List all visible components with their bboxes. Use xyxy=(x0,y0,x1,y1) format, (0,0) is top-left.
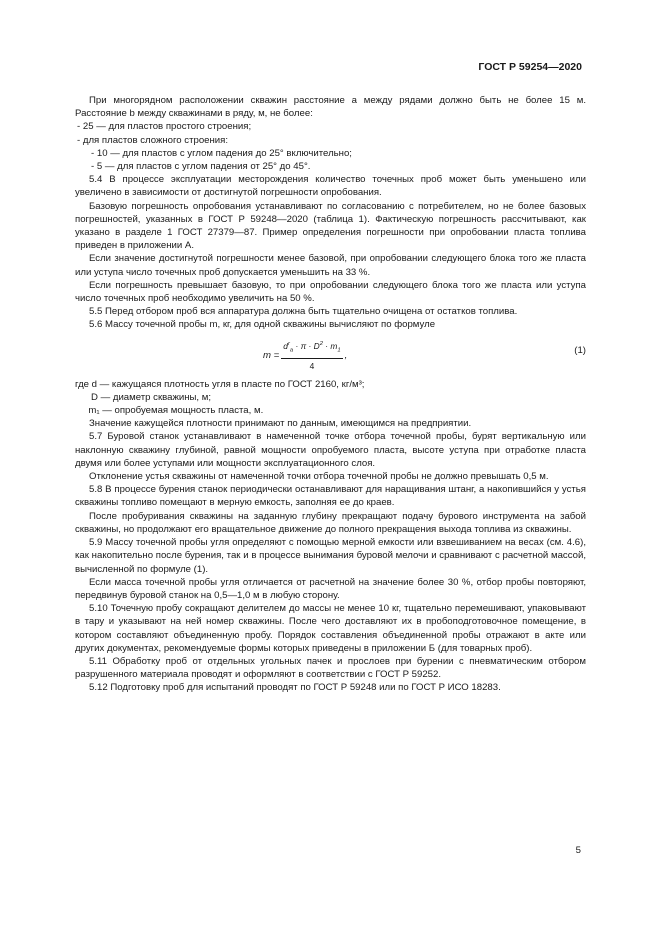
paragraph: Значение кажущейся плотности принимают по данным, имеющимся на предприятии. xyxy=(89,418,472,430)
paragraph: - 25 — для пластов простого строения; xyxy=(77,121,252,133)
paragraph: Если погрешность превышает базовую, то при опробовании следующего блока того же пласта или уступа число точечных проб необходимо увеличить на 50 %. xyxy=(75,279,586,305)
formula-expression xyxy=(263,338,347,374)
paragraph: Базовую погрешность опробования устанавливают по согласованию с потребителем, но не более базовых погрешностей, указанных в ГОСТ Р 59248—2020 (таблица 1). Фактическую погрешность рассчитывают, как указано в разделе 1 ГОСТ 27379—87. Пример определения погрешности при опробовании пласта топлива приведен в приложении А. xyxy=(75,200,586,252)
formula-fraction xyxy=(281,338,342,374)
definition-line: m₁ — опробуемая мощность пласта, м. xyxy=(75,405,264,417)
paragraph: 5.8 В процессе бурения станок периодически останавливают для наращивания штанг, а накопившийся у устья скважины топливо помещают в мерную емкость, заполняя ее до краев. xyxy=(75,484,586,509)
paragraph: - для пластов сложного строения: xyxy=(77,134,229,146)
formula-tail: , xyxy=(344,349,348,361)
paragraph: 5.9 Массу точечной пробы угля определяют с помощью мерной емкости или взвешиванием на весах (см. 4.6), как накопительно после бурения, так и в процессе вынимания буровой мелочи и сравнивают с расчетной массой, вычисленной по формуле (1). xyxy=(75,537,586,575)
formula-lhs: m = xyxy=(263,349,280,361)
paragraph: Отклонение устья скважины от намеченной точки отбора точечной пробы не должно превышать 0,5 м. xyxy=(89,471,549,483)
paragraph: 5.12 Подготовку проб для испытаний проводят по ГОСТ Р 59248 или по ГОСТ Р ИСО 18283. xyxy=(89,682,501,694)
paragraph: При многорядном расположении скважин расстояние a между рядами должно быть не более 15 м. Расстояние b между скважинами в ряду, м, не более: xyxy=(75,95,586,120)
formula-definitions xyxy=(75,378,586,418)
paragraph: Если значение достигнутой погрешности менее базовой, при опробовании следующего блока того же пласта или уступа число точечных проб допускается уменьшить на 33 %. xyxy=(75,253,586,278)
paragraphs-before-formula xyxy=(75,94,586,332)
definition-line: где d — кажущаяся плотность угля в пласте по ГОСТ 2160, кг/м³; xyxy=(75,378,365,390)
definition-line: D — диаметр скважины, м; xyxy=(75,391,212,403)
paragraph: - 10 — для пластов с углом падения до 25° включительно; xyxy=(91,147,352,159)
formula-numerator: $d^r_a \cdot \pi \cdot D^2 \cdot m_1$ xyxy=(281,338,342,360)
formula-1 xyxy=(75,338,586,372)
paragraph: 5.6 Массу точечной пробы m, кг, для одной скважины вычисляют по формуле xyxy=(89,319,436,331)
paragraph: 5.7 Буровой станок устанавливают в намеченной точке отбора точечной пробы, бурят вертикальную или наклонную скважину глубиной, равной мощности опробуемого пласта, высоте уступа при отработке пласта двумя или более уступами или мощности эксплуатационного слоя. xyxy=(75,431,586,469)
paragraph: 5.11 Обработку проб от отдельных угольных пачек и прослоев при бурении с пневматическим отбором разрушенного материала проводят и оформляют в соответствии с ГОСТ Р 59252. xyxy=(75,655,586,681)
paragraph: 5.4 В процессе эксплуатации месторождения количество точечных проб может быть уменьшено или увеличено в зависимости от достигнутой погрешности опробования. xyxy=(75,174,586,199)
paragraph: Если масса точечной пробы угля отличается от расчетной на значение более 30 %, отбор пробы повторяют, передвинув буровой станок на 0,5—1,0 м в любую сторону. xyxy=(75,576,586,601)
formula-denominator: 4 xyxy=(309,361,315,372)
document-code-header: ГОСТ Р 59254—2020 xyxy=(478,61,582,73)
paragraphs-after-formula xyxy=(75,417,586,694)
page-number: 5 xyxy=(575,845,581,856)
paragraph: После пробуривания скважины на заданную глубину прекращают подачу бурового инструмента на забой скважины, но продолжают его вращательное движение до полного прекращения выхода топлива из скважины. xyxy=(75,510,586,535)
formula-number: (1) xyxy=(574,344,586,356)
document-body xyxy=(75,94,586,695)
paragraph: - 5 — для пластов с углом падения от 25° до 45°. xyxy=(91,161,311,173)
paragraph: 5.5 Перед отбором проб вся аппаратура должна быть тщательно очищена от остатков топлива. xyxy=(89,306,518,318)
paragraph: 5.10 Точечную пробу сокращают делителем до массы не менее 10 кг, тщательно перемешивают, упаковывают в тару и указывают на ней номер скважины. После чего доставляют их в пробоподготовочное помещение, в котором составляют объединенную пробу. Порядок составления объединенной пробы отражают в акте или других документах, рекомендуемые формы которых приведены в приложении Б (для товарных проб). xyxy=(75,603,586,654)
